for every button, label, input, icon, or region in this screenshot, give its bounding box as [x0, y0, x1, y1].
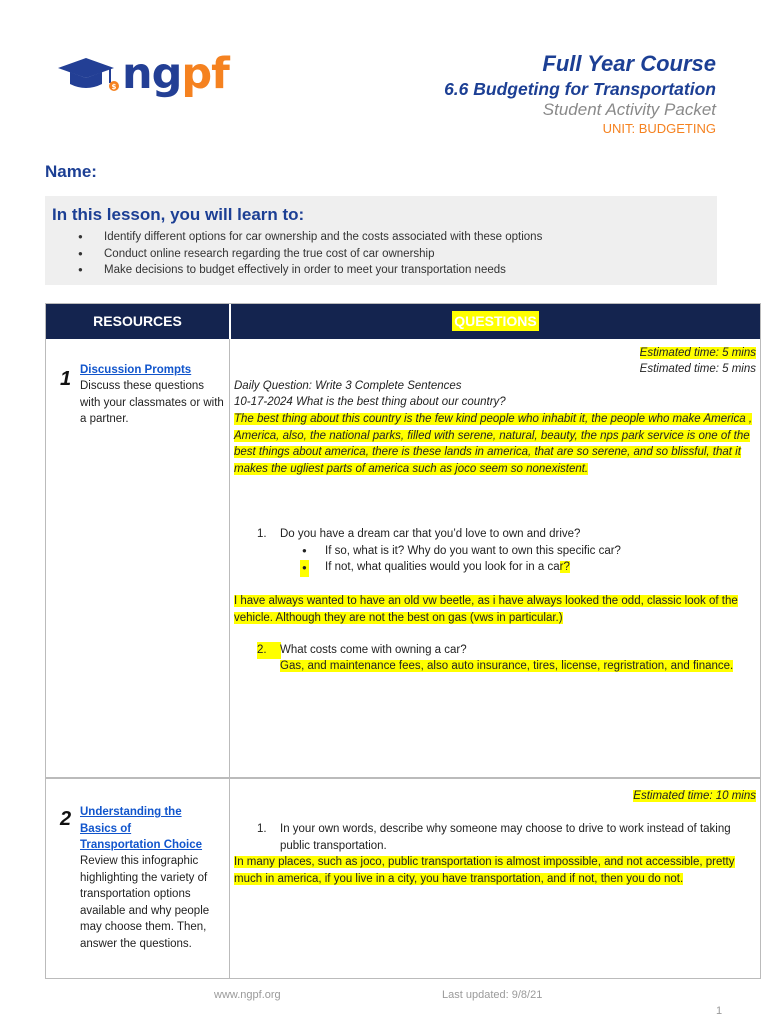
footer-site: www.ngpf.org	[214, 989, 281, 1001]
question-2: What costs come with owning a car?	[280, 644, 467, 656]
table-header	[46, 304, 760, 339]
question-transport-1: In your own words, describe why someone may choose to drive to work instead of taking public transportation.	[280, 823, 731, 852]
learning-objectives-list	[52, 229, 710, 279]
resources-column-header: RESOURCES	[93, 313, 182, 329]
resource-number-2: 2	[60, 808, 72, 830]
learning-objectives-box	[45, 196, 717, 285]
bullet: ●	[300, 560, 309, 577]
name-label: Name:	[45, 162, 97, 181]
footer-updated: Last updated: 9/8/21	[442, 989, 543, 1001]
questions-column-header	[231, 304, 760, 339]
estimated-time: Estimated time: 5 mins	[639, 347, 756, 359]
answer-2[interactable]: Gas, and maintenance fees, also auto insurance, tires, license, regristration, and finance.	[280, 660, 734, 672]
transportation-choice-link[interactable]: Understanding the Basics of Transportation Choice	[80, 806, 203, 851]
row-divider	[46, 777, 760, 779]
svg-text:$: $	[111, 83, 117, 91]
question-1-sub-1: If so, what is it? Why do you want to own this specific car?	[325, 545, 621, 557]
answer-1[interactable]: I have always wanted to have an old vw beetle, as i have always looked the odd, classic look of the vehicle. Although they are not the best on gas (vws in particular.)	[234, 595, 738, 624]
estimated-time: Estimated time: 10 mins	[633, 790, 756, 802]
question-number: 1.	[257, 823, 267, 835]
resource-description-2: Review this infographic highlighting the variety of transportation options available and why people may choose them. Then, answer the questions.	[80, 855, 210, 950]
daily-question-label: Daily Question: Write 3 Complete Sentences	[234, 380, 462, 392]
daily-question: 10-17-2024 What is the best thing about our country?	[234, 396, 506, 408]
list-item: ● Make decisions to budget effectively in order to meet your transportation needs	[52, 262, 710, 279]
estimated-time: Estimated time: 5 mins	[639, 363, 756, 375]
lesson-title: 6.6 Budgeting for Transportation	[444, 79, 716, 99]
questions-header-label: QUESTIONS	[454, 313, 537, 329]
list-item: ● Identify different options for car ownership and the costs associated with these options	[52, 229, 710, 246]
packet-label: Student Activity Packet	[542, 100, 716, 119]
unit-label: UNIT: BUDGETING	[602, 121, 716, 136]
answer-transport-1[interactable]: In many places, such as joco, public transportation is almost impossible, and not accessible, pretty much in america, if you live in a city, you have transportation, and if not, then you do not.	[234, 856, 735, 885]
activity-table	[45, 303, 761, 979]
list-item: ● Conduct online research regarding the true cost of car ownership	[52, 246, 710, 263]
ngpf-logo	[56, 49, 246, 102]
graduation-cap-icon	[56, 56, 122, 96]
resource-description-1: Discuss these questions with your classmates or with a partner.	[80, 380, 224, 425]
logo-wordmark: ngpf	[122, 49, 229, 99]
learning-objectives-heading: In this lesson, you will learn to:	[52, 205, 305, 224]
bullet: ●	[302, 546, 307, 555]
daily-answer[interactable]: The best thing about this country is the few kind people who inhabit it, the people who make America , America, also, the national parks, filled with serene, natural, beauty, the nps park service is one of the best things about america, there is these lands in america, that are so serene, and so blissful, that it makes the ugliest parts of america such as joco seem so nonexistent.	[234, 413, 753, 475]
column-divider	[229, 339, 230, 979]
document-header	[444, 50, 716, 137]
resource-number-1: 1	[60, 368, 72, 390]
question-number: 2.	[257, 642, 281, 659]
question-number: 1.	[257, 528, 267, 540]
discussion-prompts-link[interactable]: Discussion Prompts	[80, 364, 192, 376]
question-1: Do you have a dream car that you’d love to own and drive?	[280, 528, 581, 540]
page-number: 1	[716, 1005, 723, 1017]
course-title: Full Year Course	[542, 51, 716, 76]
question-1-sub-2: If not, what qualities would you look for in a car?	[325, 561, 570, 573]
